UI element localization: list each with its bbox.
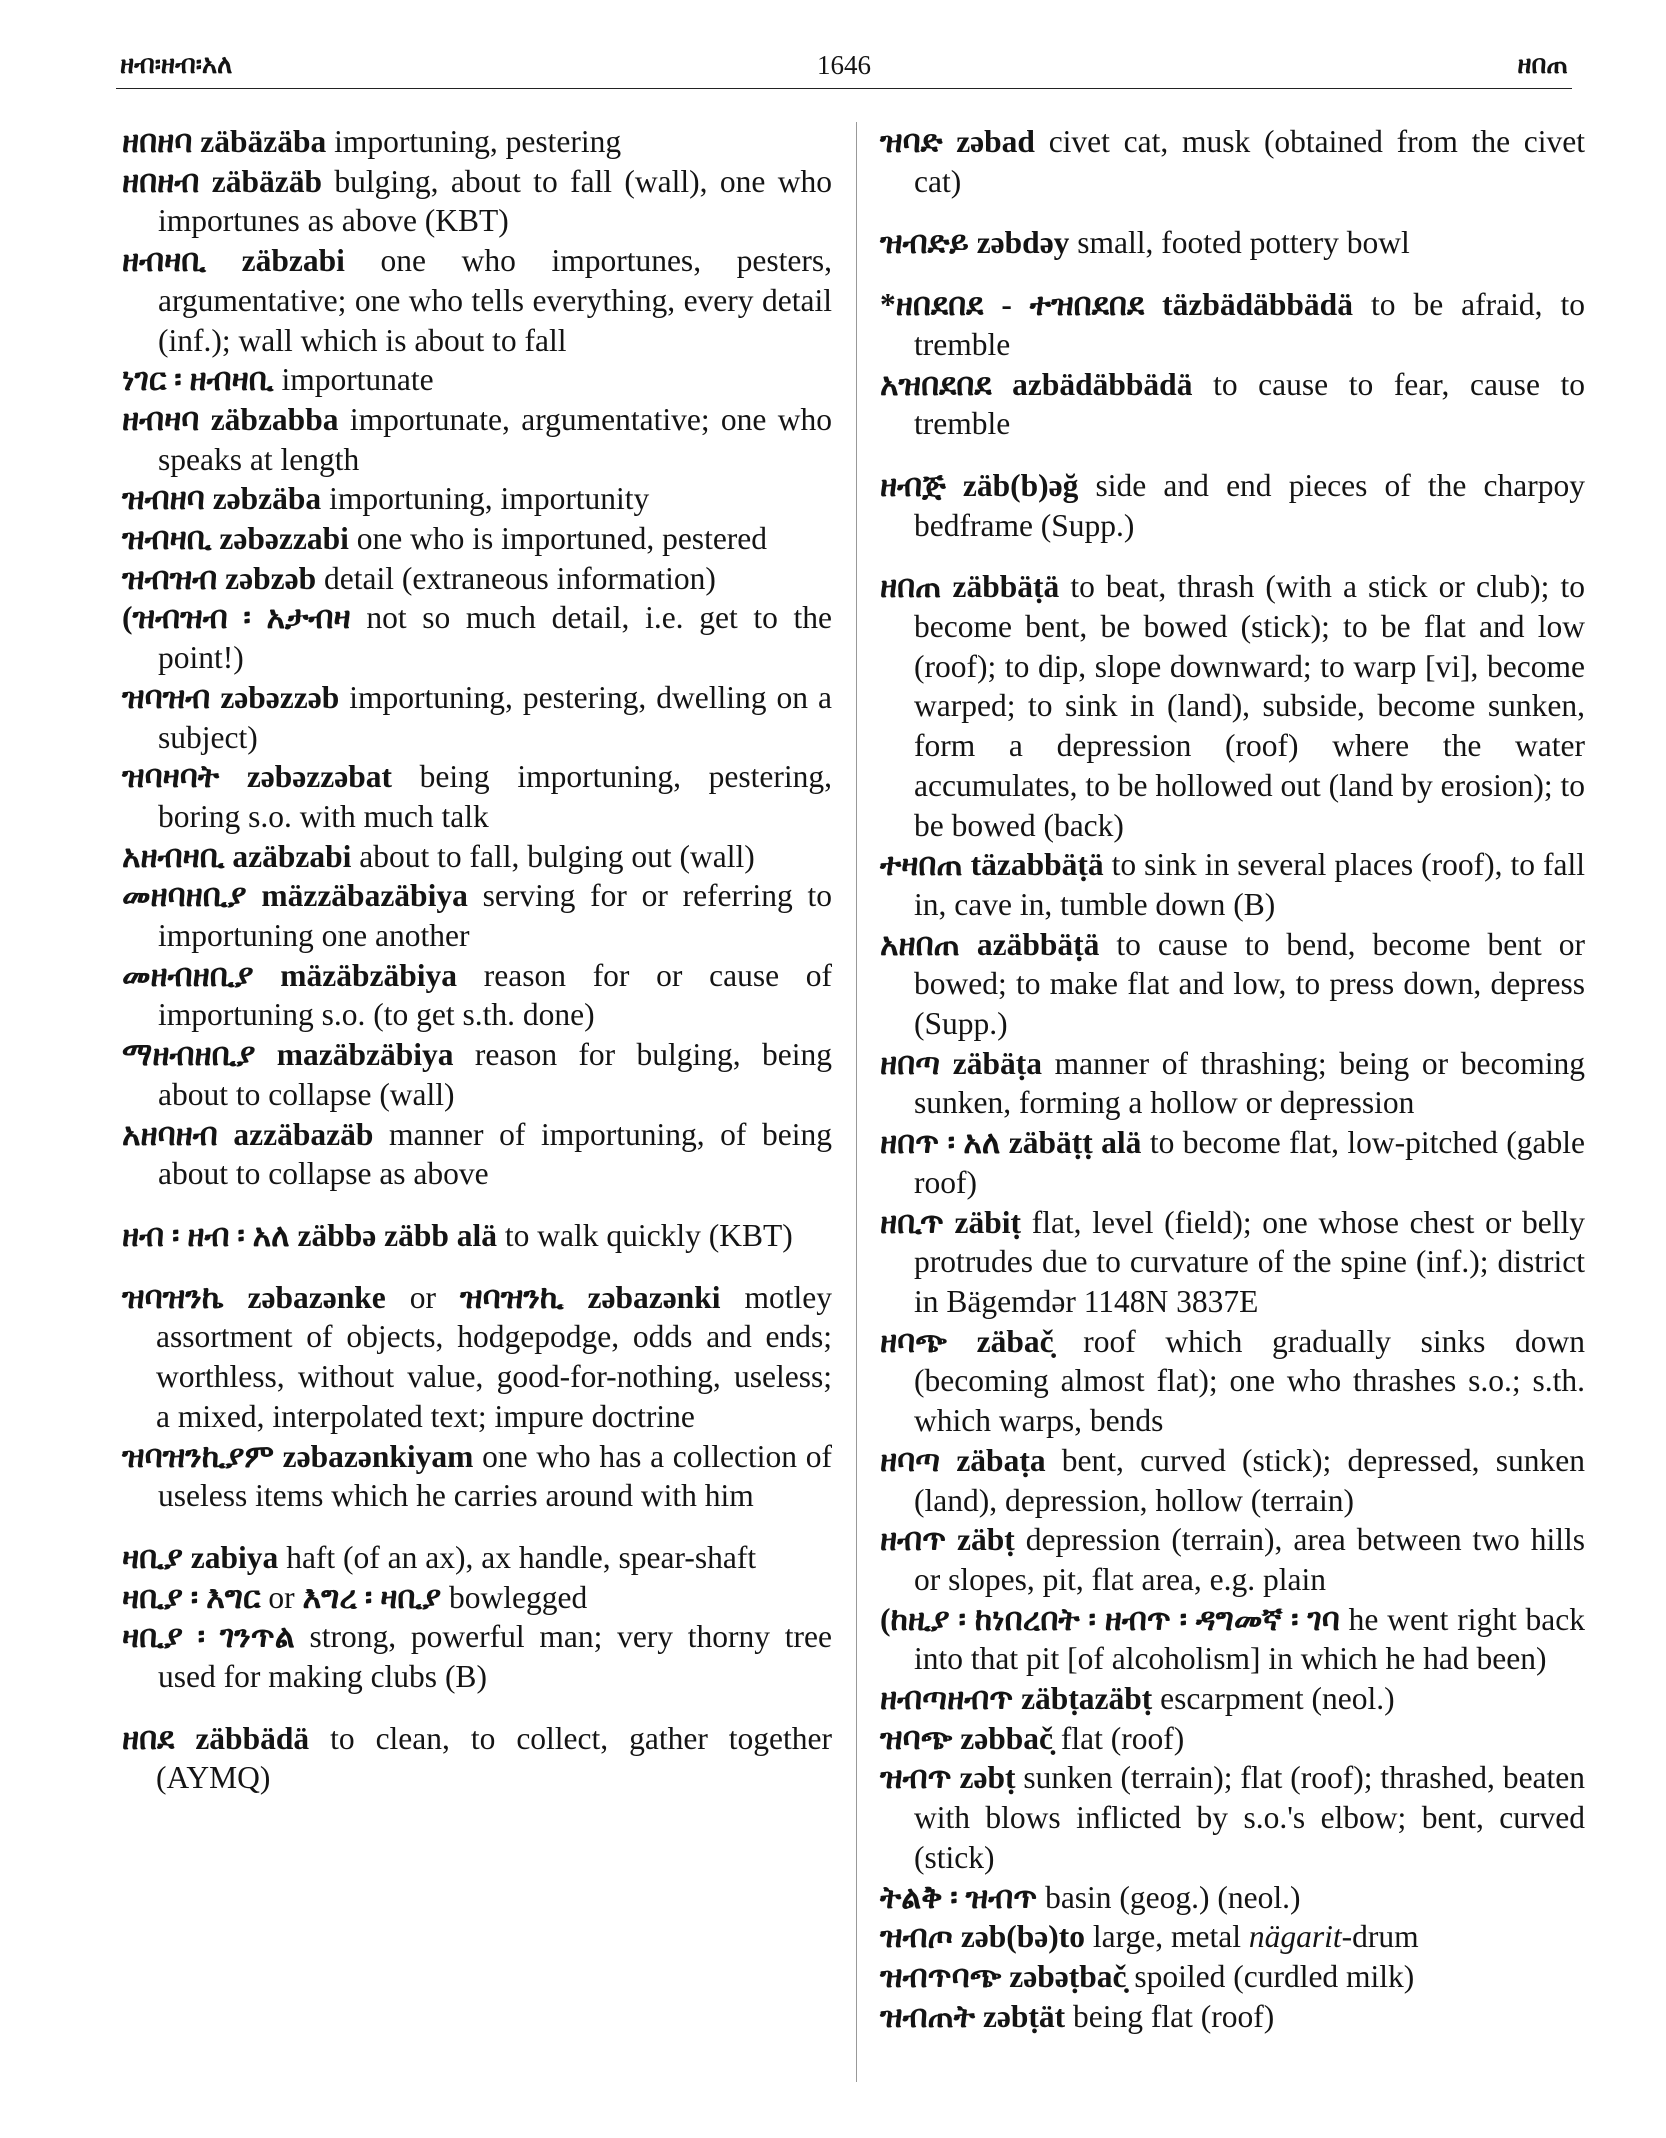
transliteration: mazäbzäbiya [276, 1037, 454, 1073]
transliteration: zäbṭazäbṭ [1021, 1681, 1153, 1717]
dictionary-entry [122, 1216, 832, 1256]
page-number: 1646 [817, 50, 871, 80]
definition: manner of importuning, of being about to collapse as above [158, 1116, 833, 1192]
ethiopic-headword: ዝባድ [880, 124, 943, 159]
definition: to sink in several places (roof), to fall in, cave in, tumble down (B) [914, 847, 1585, 922]
dictionary-entry [880, 285, 1585, 364]
definition: bent, curved (stick); depressed, sunken (land), depression, hollow (terrain) [914, 1442, 1586, 1518]
dictionary-subentry [122, 1115, 832, 1194]
definition-italic: nägarit [1248, 1919, 1342, 1955]
definition: to be afraid, to tremble [914, 287, 1585, 362]
transliteration: zabiya [190, 1539, 279, 1575]
definition: small, footed pottery bowl [1077, 225, 1410, 261]
page-header [120, 50, 1568, 90]
transliteration: zəbzəb [225, 560, 317, 596]
ethiopic-headword: ዝባዝንኪያም [122, 1438, 274, 1474]
definition: one who importunes, pesters, argumentative; one who tells everything, every detail (inf.); wall which is about to fall [158, 243, 833, 358]
dictionary-subentry [880, 1878, 1585, 1918]
transliteration: zäbbə zäbb alä [297, 1217, 497, 1253]
transliteration: zəbzäba [212, 481, 322, 517]
ethiopic-headword: አዘበጠ [880, 926, 960, 962]
transliteration: zəbṭ [959, 1760, 1016, 1796]
dictionary-entry [880, 567, 1585, 845]
definition: being flat (roof) [1073, 1998, 1275, 2034]
ethiopic-headword: ዘብጅ [880, 467, 946, 503]
transliteration: zəbazənke [247, 1279, 386, 1315]
definition: not so much detail, i.e. get to the point!) [158, 600, 832, 676]
dictionary-subentry [880, 1203, 1585, 1322]
ethiopic-headword: አዝበደበደ [880, 366, 992, 402]
dictionary-subentry [122, 1035, 832, 1114]
header-left-guideword: ዘብ፡ዘብ፡አለ [120, 50, 233, 79]
ethiopic-headword: ዝብድይ [880, 225, 969, 261]
transliteration: zäbač̣ [976, 1323, 1054, 1359]
definition: civet cat, musk (obtained from the civet cat) [914, 124, 1586, 199]
definition: to clean, to collect, gather together (AYMQ) [156, 1720, 832, 1796]
dictionary-subentry [122, 1437, 832, 1516]
ethiopic-headword: ዘባጣ [880, 1442, 941, 1478]
ethiopic-headword: ዘበዘባ [122, 124, 193, 159]
dictionary-subentry [122, 479, 832, 519]
ethiopic-headword: ዘብዛባ [122, 401, 200, 437]
transliteration: zəbṭät [982, 1998, 1066, 2034]
dictionary-subentry [880, 1441, 1585, 1520]
dictionary-subentry [880, 1322, 1585, 1441]
definition: importuning, pestering [334, 124, 622, 159]
ethiopic-headword: ማዘብዘቢያ [122, 1037, 256, 1073]
dictionary-subentry [122, 519, 832, 559]
dictionary-subentry [880, 925, 1585, 1044]
definition: reason for or cause of importuning s.o. (to get s.th. done) [158, 957, 833, 1033]
entry-gap [122, 1256, 832, 1278]
header-rule [116, 88, 1572, 89]
dictionary-subentry [122, 678, 832, 757]
ethiopic-headword: ዛቢያ [122, 1539, 183, 1575]
transliteration: azäbzabi [232, 838, 352, 874]
entry-gap [880, 201, 1585, 223]
transliteration: zəbazənki [587, 1279, 721, 1315]
definition: bulging, about to fall (wall), one who importunes as above (KBT) [158, 163, 832, 239]
entry-gap [880, 545, 1585, 567]
dictionary-subentry [122, 400, 832, 479]
ethiopic-headword: (ከዚያ ፡ ከነበረበት ፡ ዘብጥ ፡ ዳግመኛ ፡ ገባ [880, 1601, 1340, 1637]
definition: to walk quickly (KBT) [504, 1217, 793, 1253]
transliteration: zäbbädä [195, 1720, 310, 1756]
transliteration: täzbädäbbädä [1162, 287, 1353, 323]
dictionary-subentry [880, 1679, 1585, 1719]
transliteration: zəbdəy [976, 225, 1070, 261]
definition: flat, level (field); one whose chest or belly protrudes due to curvature of the spine (inf.); district in Bägemdər 1148N 3837E [914, 1204, 1586, 1319]
ethiopic-headword: ዝባጭ [880, 1720, 953, 1756]
definition: or [268, 1579, 295, 1615]
definition: to cause to bend, become bent or bowed; to make flat and low, to press down, depress (Supp.) [914, 926, 1586, 1042]
ethiopic-headword: ዝብዝብ [122, 560, 218, 596]
definition: strong, powerful man; very thorny tree used for making clubs (B) [158, 1619, 833, 1695]
definition: reason for bulging, being about to collapse (wall) [158, 1037, 832, 1112]
definition: escarpment (neol.) [1160, 1681, 1395, 1717]
entry-gap [122, 1194, 832, 1216]
ethiopic-headword: እግረ ፡ ዛቢያ [302, 1579, 442, 1615]
definition: he went right back into that pit [of alcoholism] in which he had been) [914, 1601, 1586, 1677]
definition: bowlegged [449, 1579, 588, 1615]
transliteration: zəbbač̣ [960, 1720, 1054, 1756]
definition: importunate, argumentative; one who speaks at length [158, 401, 833, 477]
ethiopic-headword: ዛቢያ ፡ ገንጥል [122, 1619, 295, 1655]
definition: serving for or referring to importuning one another [158, 878, 833, 954]
dictionary-subentry [880, 1044, 1585, 1123]
definition: flat (roof) [1060, 1720, 1185, 1756]
definition: about to fall, bulging out (wall) [359, 838, 755, 874]
transliteration: azbädäbbädä [1012, 366, 1193, 402]
definition: motley assortment of objects, hodgepodge, odds and ends; worthless, without value, good-for-nothing, useless; a mixed, interpolated text; impure doctrine [156, 1279, 832, 1434]
ethiopic-headword: *ዘበደበደ - ተዝበደበደ [880, 287, 1145, 323]
definition: detail (extraneous information) [323, 560, 716, 596]
dictionary-subentry [880, 1997, 1585, 2037]
ethiopic-headword: ዘቢጥ [880, 1204, 944, 1240]
transliteration: azzäbazäb [233, 1116, 374, 1152]
definition: to beat, thrash (with a stick or club); to become bent, be bowed (stick); to be flat and low (roof); to dip, slope downward; to warp [vi], become warped; to sink in (land), subside, become sunken, form a depression (roof) where the water accumulates, to be hollowed out (land by erosion); to be bowed (back) [914, 569, 1586, 843]
definition: depression (terrain), area between two hills or slopes, pit, flat area, e.g. plain [914, 1522, 1585, 1597]
dictionary-subentry [880, 1957, 1585, 1997]
dictionary-subentry [880, 1719, 1585, 1759]
dictionary-subentry [122, 1578, 832, 1618]
transliteration: zäbiṭ [954, 1204, 1021, 1240]
transliteration: azäbbäṭä [976, 926, 1100, 962]
definition: importunate [281, 362, 434, 398]
entry-gap [880, 263, 1585, 285]
dictionary-entry [880, 223, 1585, 263]
ethiopic-headword: ዘብጣዘብጥ [880, 1681, 1014, 1717]
transliteration: zəbəṭbač̣ [1009, 1958, 1127, 1994]
dictionary-subentry [122, 1617, 832, 1696]
ethiopic-headword: ትልቅ ፡ ዝብጥ [880, 1879, 1038, 1915]
transliteration: zäbṭ [957, 1522, 1015, 1558]
transliteration: zəbazənkiyam [282, 1438, 474, 1474]
definition: sunken (terrain); flat (roof); thrashed, beaten with blows inflicted by s.o.'s elbow; bent, curved (stick) [914, 1760, 1586, 1875]
dictionary-subentry [880, 1123, 1585, 1202]
dictionary-subentry [122, 598, 832, 677]
dictionary-subentry [880, 1917, 1585, 1957]
ethiopic-headword: ዛቢያ ፡ እግር [122, 1579, 261, 1615]
entry-gap [122, 1516, 832, 1538]
ethiopic-headword: ዘበጥ ፡ አለ [880, 1125, 1001, 1161]
definition: side and end pieces of the charpoy bedframe (Supp.) [914, 467, 1586, 543]
definition: manner of thrashing; being or becoming sunken, forming a hollow or depression [914, 1045, 1586, 1121]
ethiopic-headword: ዘበጠ [880, 569, 942, 605]
ethiopic-headword: ዝባዝብ [122, 679, 211, 715]
ethiopic-headword: መዘብዘቢያ [122, 957, 254, 993]
ethiopic-headword: አዘብዛቢ [122, 838, 225, 874]
transliteration: zäbäṭa [952, 1045, 1043, 1081]
definition: importuning, importunity [329, 481, 650, 517]
ethiopic-headword: ዝብጥባጭ [880, 1958, 1002, 1994]
ethiopic-headword: ዘብዛቢ [122, 243, 207, 279]
definition: large, metal [1092, 1919, 1241, 1955]
ethiopic-headword: ዝባዝንኬ [122, 1279, 224, 1315]
dictionary-subentry [122, 837, 832, 877]
header-right-guideword: ዘበጠ [1517, 50, 1568, 79]
transliteration: mäzzäbazäbiya [261, 878, 468, 914]
transliteration: zəbad [956, 124, 1035, 159]
transliteration: zäbzabba [210, 401, 339, 437]
transliteration: zəb(bə)to [960, 1919, 1086, 1955]
definition: one who is importuned, pestered [356, 521, 768, 557]
dictionary-subentry [122, 757, 832, 836]
ethiopic-headword: ዝብጦ [880, 1919, 953, 1955]
dictionary-subentry [122, 241, 832, 360]
entry-gap [122, 1697, 832, 1719]
dictionary-subentry [880, 1520, 1585, 1599]
ethiopic-headword: ነገር ፡ ዘብዛቢ [122, 362, 274, 398]
dictionary-subentry [880, 1758, 1585, 1877]
definition: to cause to fear, cause to tremble [914, 366, 1586, 442]
transliteration: zəbəzzəbat [246, 759, 392, 795]
ethiopic-headword: ዘበዘብ [122, 163, 200, 199]
dictionary-subentry [122, 876, 832, 955]
dictionary-subentry [122, 162, 832, 241]
transliteration: zäbäṭṭ alä [1008, 1125, 1142, 1161]
definition: spoiled (curdled milk) [1134, 1958, 1415, 1994]
ethiopic-headword: መዘባዘቢያ [122, 878, 247, 914]
ethiopic-headword: (ዝብዝብ ፡ አታብዛ [122, 600, 351, 636]
definition: importuning, pestering, dwelling on a subject) [158, 679, 832, 755]
left-column [122, 122, 832, 1798]
transliteration: zəbəzzabi [219, 521, 349, 557]
definition: basin (geog.) (neol.) [1045, 1879, 1301, 1915]
transliteration: mäzäbzäbiya [280, 957, 458, 993]
ethiopic-headword: ዘብጥ [880, 1522, 947, 1558]
definition: or [409, 1279, 436, 1315]
ethiopic-headword: አዘባዘብ [122, 1116, 218, 1152]
dictionary-subentry [880, 1600, 1585, 1679]
transliteration: zäb(b)əğ [962, 467, 1079, 503]
ethiopic-headword: ዘበጣ [880, 1045, 941, 1081]
ethiopic-headword: ዘባጭ [880, 1323, 947, 1359]
dictionary-subentry [122, 956, 832, 1035]
dictionary-subentry [880, 845, 1585, 924]
transliteration: zäbbäṭä [952, 569, 1060, 605]
dictionary-subentry [122, 122, 832, 162]
definition: to become flat, low-pitched (gable roof) [914, 1125, 1585, 1200]
definition: haft (of an ax), ax handle, spear-shaft [286, 1539, 757, 1575]
dictionary-subentry [880, 365, 1585, 444]
transliteration: zəbəzzəb [220, 679, 340, 715]
definition: one who has a collection of useless items which he carries around with him [158, 1438, 832, 1514]
ethiopic-headword: ዝብዛቢ [122, 521, 212, 557]
dictionary-entry [122, 1278, 832, 1437]
ethiopic-headword: ዝብጠት [880, 1998, 976, 2034]
entry-gap [880, 444, 1585, 466]
dictionary-entry [122, 1719, 832, 1798]
column-divider [856, 122, 857, 2082]
dictionary-subentry [122, 559, 832, 599]
dictionary-entry [880, 466, 1585, 545]
ethiopic-headword: ዘብ ፡ ዘብ ፡ አለ [122, 1217, 290, 1253]
dictionary-entry [880, 122, 1585, 201]
ethiopic-headword: ዝብዘባ [122, 481, 205, 517]
transliteration: zäbäzäb [211, 163, 322, 199]
definition: being importuning, pestering, boring s.o. with much talk [158, 759, 832, 834]
transliteration: zäbzabi [241, 243, 345, 279]
ethiopic-headword: ዝብጥ [880, 1760, 952, 1796]
dictionary-entry [122, 1538, 832, 1578]
dictionary-subentry [122, 360, 832, 400]
ethiopic-headword: ዘበደ [122, 1720, 175, 1756]
transliteration: täzabbäṭä [970, 847, 1104, 883]
ethiopic-headword: ዝባዛባት [122, 759, 220, 795]
right-column [880, 122, 1585, 2036]
transliteration: zäbaṭa [956, 1442, 1046, 1478]
transliteration: zäbäzäba [200, 124, 327, 159]
definition: -drum [1341, 1919, 1419, 1955]
ethiopic-headword: ተዛበጠ [880, 847, 963, 883]
ethiopic-headword: ዝባዝንኪ [460, 1279, 564, 1315]
definition: roof which gradually sinks down (becoming almost flat); one who thrashes s.o.; s.th. which warps, bends [914, 1323, 1586, 1439]
